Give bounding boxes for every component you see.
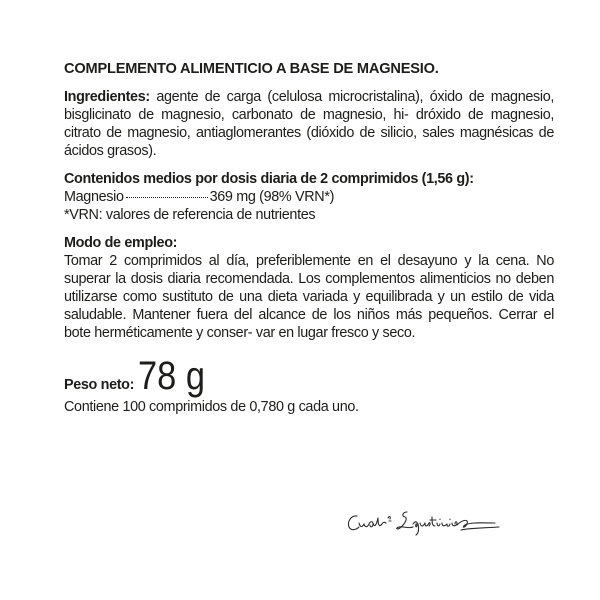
product-title: COMPLEMENTO ALIMENTICIO A BASE DE MAGNESIO. [64,61,439,77]
net-weight [64,356,554,396]
label-document [64,60,554,416]
contents-note: Contiene 100 comprimidos de 0,780 g cada uno. [64,399,359,415]
usage-heading: Modo de empleo: [64,235,178,251]
signature [345,506,510,540]
net-weight-value: 78 g [138,354,206,398]
nutrient-value: 369 mg (98% VRN*) [209,189,335,205]
nutrition-heading: Contenidos medios por dosis diaria de 2 comprimidos (1,56 g): [64,171,474,187]
nutrition-footnote: *VRN: valores de referencia de nutrientes [64,207,316,223]
nutrient-name: Magnesio [64,189,124,205]
net-weight-label: Peso neto: [64,377,135,393]
ingredients-text: agente de carga (celulosa microcristalina), óxido de magnesio, bisglicinato de magnesio, carbonato de magnesio, hi- dróxido de magnesio, citrato de magnesio, antiaglomerantes (dióxido de silicio, sales magnésicas de ácidos grasos). [64,89,555,159]
nutrition-row [64,188,554,206]
ingredients-paragraph [64,88,554,160]
dotted-leader [126,197,208,198]
ingredients-label: Ingredientes: [64,89,150,105]
usage-text: Tomar 2 comprimidos al día, preferiblemente en el desayuno y la cena. No superar la dosis diaria recomendada. Los complementos alimenticios no deben utilizarse como sustituto de una dieta variada y equilibrada y un estilo de vida saludable. Mantener fuera del alcance de los niños más pequeños. Cerrar el bote herméticamente y conser- var en lugar fresco y seco. [64,253,554,341]
